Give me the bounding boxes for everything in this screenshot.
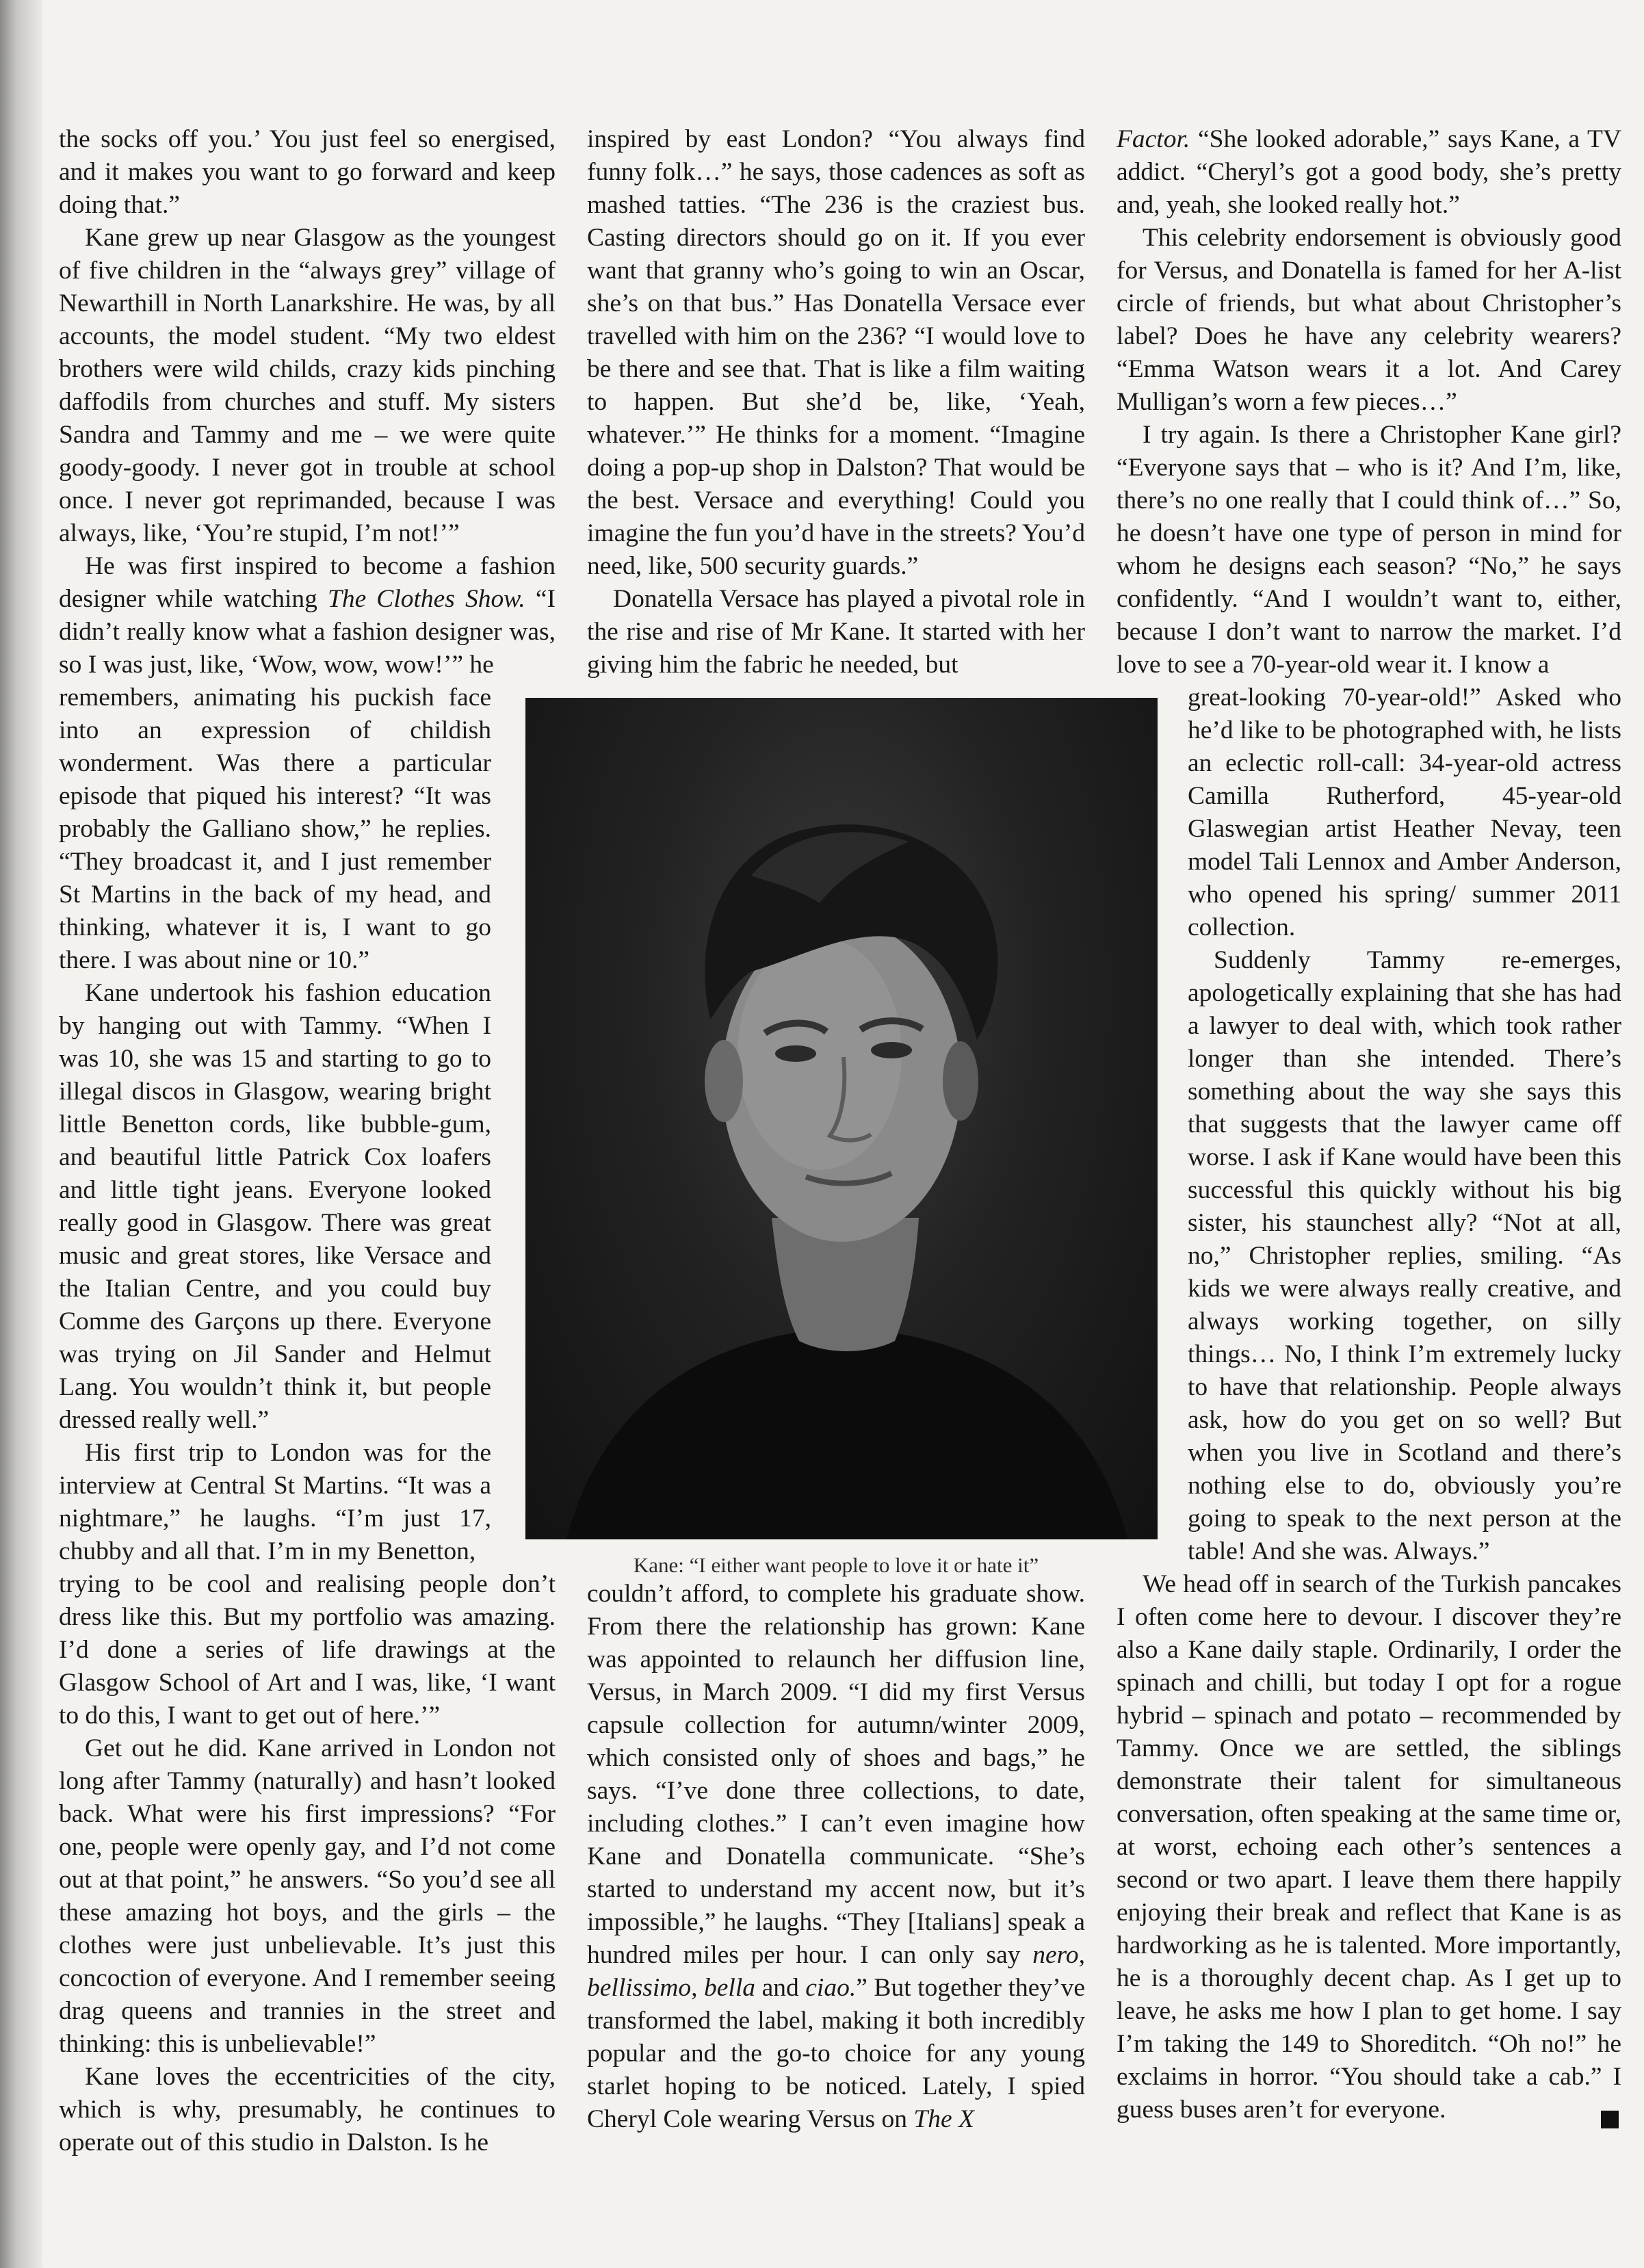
article-column-3 [1117,123,1621,2126]
portrait-illustration [525,698,1158,1539]
paragraph: the socks off you.’ You just feel so energised, and it makes you want to go forward and keep doing that.” [59,125,556,219]
text-span: “She looked adorable,” says Kane, a TV addict. “Cheryl’s got a good body, she’s pretty and, yeah, she looked really hot.” [1117,125,1621,219]
wrapped-text-block [59,681,491,1568]
paragraph: remembers, animating his puckish face into an expression of childish wonderment. Was there a particular episode that piqued his interest? “It was probably the Galliano show,” he replies. “They broadcast it, and I just remember St Martins in the back of my head, and thinking, whatever it is, I want to go there. I was about nine or 10.” [59,683,491,974]
page-spine-shadow [0,0,42,2268]
text-span: He was first inspired to become a fashion designer while watching [59,552,556,613]
paragraph: Suddenly Tammy re-emerges, apologetically explaining that she has had a lawyer to deal with, which took rather longer than she intended. There’s something about the way she says this that suggests that the lawyer came off worse. I ask if Kane would have been this successful this quickly without his big sister, his staunchest ally? “Not at all, no,” Christopher replies, smiling. “As kids we were always really creative, and always working together, on silly things… No, I think I’m extremely lucky to have that relationship. People always ask, how do you get on so well? But when you live in Scotland and there’s nothing else to do, obviously you’re going to speak to the next person at the table! And she was. Always.” [1188,946,1621,1565]
text-span: “I didn’t really know what a fashion designer was, so I was just, like, ‘Wow, wow, wow!’” he [59,585,556,679]
italic-word: ciao. [805,1974,857,2002]
text-span: couldn’t afford, to complete his graduate show. From there the relationship has grown: Kane was appointed to relaunch her diffusion line, Versus, in March 2009. “I did my first Versus capsule collection for autumn/winter 2009, which consisted only of shoes and bags,” he says. “I’ve done three collections, to date, including clothes.” I can’t even imagine how Kane and Donatella communicate. “She’s started to understand my accent now, but it’s impossible,” he laughs. “They [Italians] speak a hundred miles per hour. I can only say [587,1580,1085,1969]
italic-words: nero, bellissimo, bella [587,1941,1085,2002]
paragraph: trying to be cool and realising people don’t dress like this. But my portfolio was amazing. I’d done a series of life drawings at the Glasgow School of Art and I was, like, ‘I want to do this, I want to get out of here.’” [59,1570,556,1730]
photo-caption: Kane: “I either want people to love it or hate it” [633,1553,1039,1577]
paragraph: I try again. Is there a Christopher Kane girl? “Everyone says that – who is it? And I’m, like, there’s no one really that I could think of…” So, he doesn’t have one type of person in mind for whom he designs each season? “No,” he says confidently. “And I wouldn’t want to, either, because I don’t want to narrow the market. I’d love to see a 70-year-old wear it. I know a [1117,421,1621,679]
paragraph: inspired by east London? “You always find funny folk…” he says, those cadences as soft as mashed tatties. “The 236 is the craziest bus. Casting directors should go on it. If you ever want that granny who’s going to win an Oscar, she’s on that bus.” Has Donatella Versace ever travelled with him on the 236? “I would love to be there and see that. That is like a film waiting to happen. But she’d be, like, ‘Yeah, whatever.’” He thinks for a moment. “Imagine doing a pop-up shop in Dalston? That would be the best. Versace and everything! Could you imagine the fun you’d have in the streets? You’d need, like, 500 security guards.” [587,125,1085,580]
paragraph: This celebrity endorsement is obviously good for Versus, and Donatella is famed for her A-list circle of friends, but what about Christopher’s label? Does he have any celebrity wearers? “Emma Watson wears it a lot. And Carey Mulligan’s worn a few pieces…” [1117,224,1621,416]
paragraph: Kane loves the eccentricities of the city, which is why, presumably, he continues to operate out of this studio in Dalston. Is he [59,2063,556,2156]
paragraph [59,550,556,681]
paragraph: Kane undertook his fashion education by hanging out with Tammy. “When I was 10, she was 15 and starting to go to illegal discos in Glasgow, wearing bright little Benetton cords, like bubble-gum, and beautiful little Patrick Cox loafers and little tight jeans. Everyone looked really good in Glasgow. There was great music and great stores, like Versace and the Italian Centre, and you could buy Comme des Garçons up there. Everyone was trying on Jil Sander and Helmut Lang. You wouldn’t think it, but people dressed really well.” [59,979,491,1434]
paragraph: Get out he did. Kane arrived in London not long after Tammy (naturally) and hasn’t looked back. What were his first impressions? “For one, people were openly gay, and I’d not come out at that point,” he answers. “So you’d see all these amazing hot boys, and the girls – the clothes were just unbelievable. It’s just this concoction of everyone. And I remember seeing drag queens and trannies in the street and thinking: this is unbelievable!” [59,1734,556,2058]
text-span: ” But together they’ve transformed the label, making it both incredibly popular and the go-to choice for any young starlet hoping to be noticed. Lately, I spied Cheryl Cole wearing Versus on [587,1974,1086,2133]
article-column-1 [59,123,556,2159]
wrapped-text-block [1117,681,1621,1568]
text-span: and [761,1974,799,2002]
paragraph: His first trip to London was for the interview at Central St Martins. “It was a nightmare,” he laughs. “I’m just 17, chubby and all that. I’m in my Benetton, [59,1439,491,1565]
show-title: The X [913,2105,974,2133]
show-title: The Clothes Show. [328,585,525,613]
paragraph: Donatella Versace has played a pivotal role in the rise and rise of Mr Kane. It started with her giving him the fabric he needed, but [587,585,1085,679]
paragraph [1117,123,1621,222]
paragraph: great-looking 70-year-old!” Asked who he’d like to be photographed with, he lists an eclectic roll-call: 34-year-old actress Camilla Rutherford, 45-year-old Glaswegian artist Heather Nevay, teen model Tali Lennox and Amber Anderson, who opened his spring/ summer 2011 collection. [1188,683,1621,941]
show-title: Factor. [1117,125,1190,153]
paragraph: We head off in search of the Turkish pancakes I often come here to devour. I discover they’re also a Kane daily staple. Ordinarily, I order the spinach and chilli, but today I opt for a rogue hybrid – spinach and potato – recommended by Tammy. Once we are settled, the siblings demonstrate their talent for simultaneous conversation, often speaking at the same time or, at worst, echoing each other’s sentences a second or two apart. I leave them there happily enjoying their break and reflect that Kane is as hardworking as he is talented. More importantly, he is a thoroughly decent chap. As I get up to leave, he asks me how I plan to get home. I say I’m taking the 149 to Shoreditch. “Oh no!” he exclaims in horror. “You should take a cab.” I guess buses aren’t for everyone. [1117,1570,1621,2124]
paragraph [587,1578,1085,2136]
portrait-photo [525,698,1158,1539]
paragraph: Kane grew up near Glasgow as the youngest of five children in the “always grey” village of Newarthill in North Lanarkshire. He was, by all accounts, the model student. “My two eldest brothers were wild childs, crazy kids pinching daffodils from churches and stuff. My sisters Sandra and Tammy and me – we were quite goody-goody. I never got in trouble at school once. I never got reprimanded, because I was always, like, ‘You’re stupid, I’m not!’” [59,224,556,547]
end-of-article-mark [1601,2111,1619,2128]
